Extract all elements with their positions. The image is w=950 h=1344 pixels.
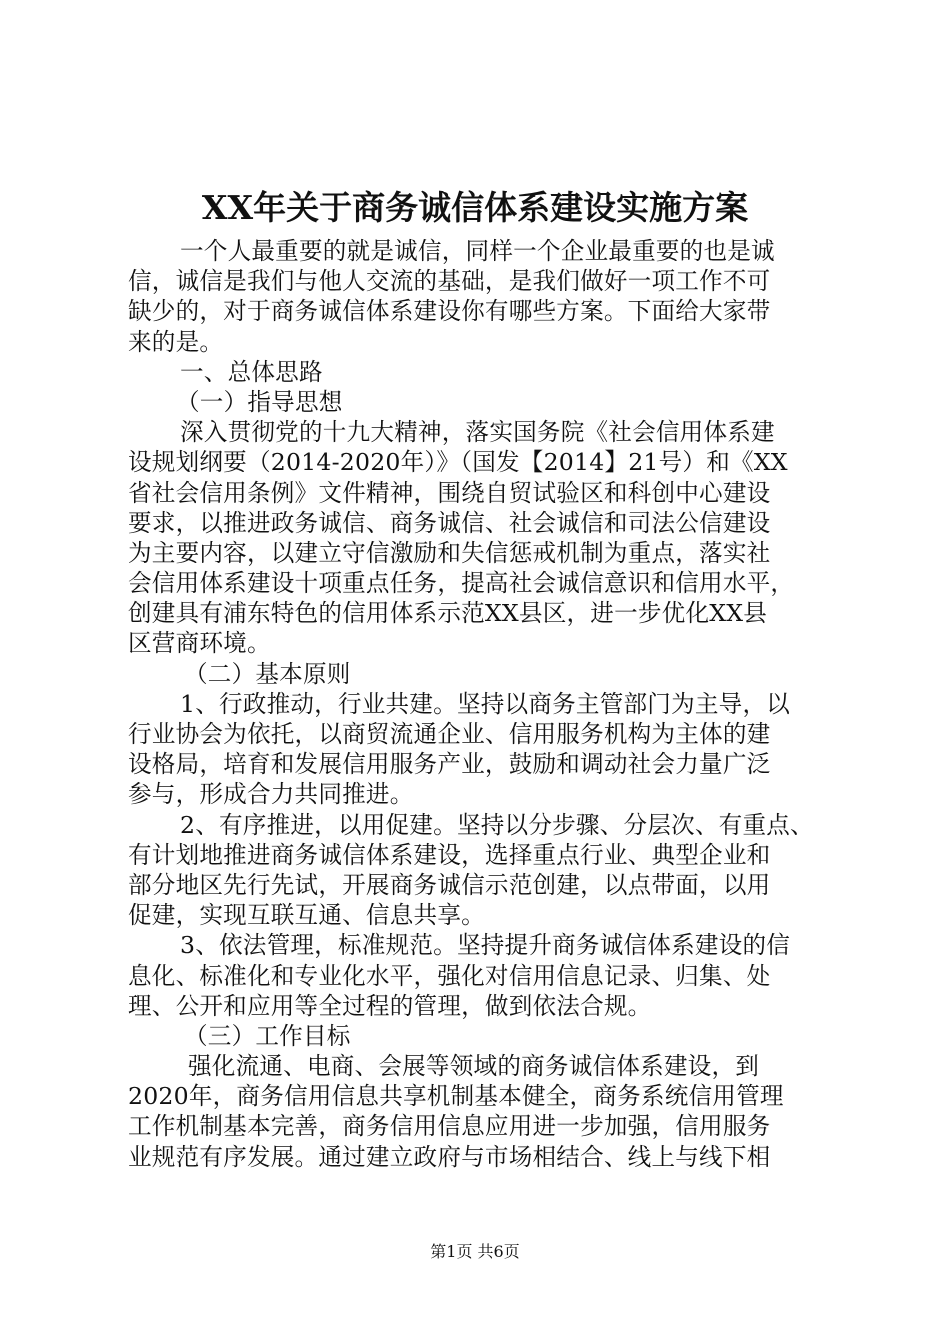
text-line: 理、公开和应用等全过程的管理，做到依法合规。 (128, 991, 652, 1020)
subsection-heading: （二）基本原则 (184, 659, 351, 688)
text-line: 一个人最重要的就是诚信，同样一个企业最重要的也是诚 (180, 237, 775, 265)
text-line: 1、行政推动，行业共建。坚持以商务主管部门为主导，以 (180, 689, 791, 718)
text-line: 部分地区先行先试，开展商务诚信示范创建，以点带面，以用 (128, 870, 771, 899)
text-line: 行业协会为依托，以商贸流通企业、信用服务机构为主体的建 (128, 720, 771, 748)
text-line: 为主要内容，以建立守信激励和失信惩戒机制为重点，落实社 (128, 538, 771, 567)
text-line: 参与，形成合力共同推进。 (128, 780, 414, 809)
text-line: 创建具有浦东特色的信用体系示范XX县区，进一步优化XX县 (128, 599, 768, 628)
section-heading: 一、总体思路 (180, 357, 323, 386)
text-line: 2、有序推进，以用促建。坚持以分步骤、分层次、有重点、 (180, 810, 814, 839)
text-line: 深入贯彻党的十九大精神，落实国务院《社会信用体系建 (180, 418, 775, 447)
text-line: 来的是。 (128, 327, 224, 356)
document-title: XX年关于商务诚信体系建设实施方案 (201, 188, 749, 227)
text-line: 会信用体系建设十项重点任务，提高社会诚信意识和信用水平， (128, 569, 795, 598)
text-line: 设格局，培育和发展信用服务产业，鼓励和调动社会力量广泛 (128, 750, 771, 779)
text-line: 强化流通、电商、会展等领域的商务诚信体系建设，到 (188, 1052, 760, 1081)
text-line: 业规范有序发展。通过建立政府与市场相结合、线上与线下相 (128, 1142, 771, 1171)
text-line: 2020年，商务信用信息共享机制基本健全，商务系统信用管理 (128, 1082, 784, 1111)
subsection-heading: （三）工作目标 (184, 1021, 351, 1050)
text-line: 要求，以推进政务诚信、商务诚信、社会诚信和司法公信建设 (128, 508, 771, 537)
text-line: 设规划纲要（2014-2020年）》（国发【2014】21号）和《XX (128, 448, 788, 477)
text-line: 工作机制基本完善，商务信用信息应用进一步加强，信用服务 (128, 1112, 771, 1141)
subsection-heading: （一）指导思想 (176, 387, 343, 416)
text-line: 3、依法管理，标准规范。坚持提升商务诚信体系建设的信 (180, 931, 791, 960)
text-line: 息化、标准化和专业化水平，强化对信用信息记录、归集、处 (128, 961, 771, 990)
document-body (128, 236, 828, 1172)
text-line: 区营商环境。 (128, 629, 271, 658)
text-line: 促建，实现互联互通、信息共享。 (128, 901, 485, 930)
text-line: 有计划地推进商务诚信体系建设，选择重点行业、典型企业和 (128, 840, 771, 869)
text-line: 信，诚信是我们与他人交流的基础，是我们做好一项工作不可 (128, 267, 771, 296)
page-footer: 第1页 共6页 (430, 1242, 520, 1261)
text-line: 缺少的，对于商务诚信体系建设你有哪些方案。下面给大家带 (128, 297, 771, 326)
text-line: 省社会信用条例》文件精神，围绕自贸试验区和科创中心建设 (128, 478, 771, 507)
